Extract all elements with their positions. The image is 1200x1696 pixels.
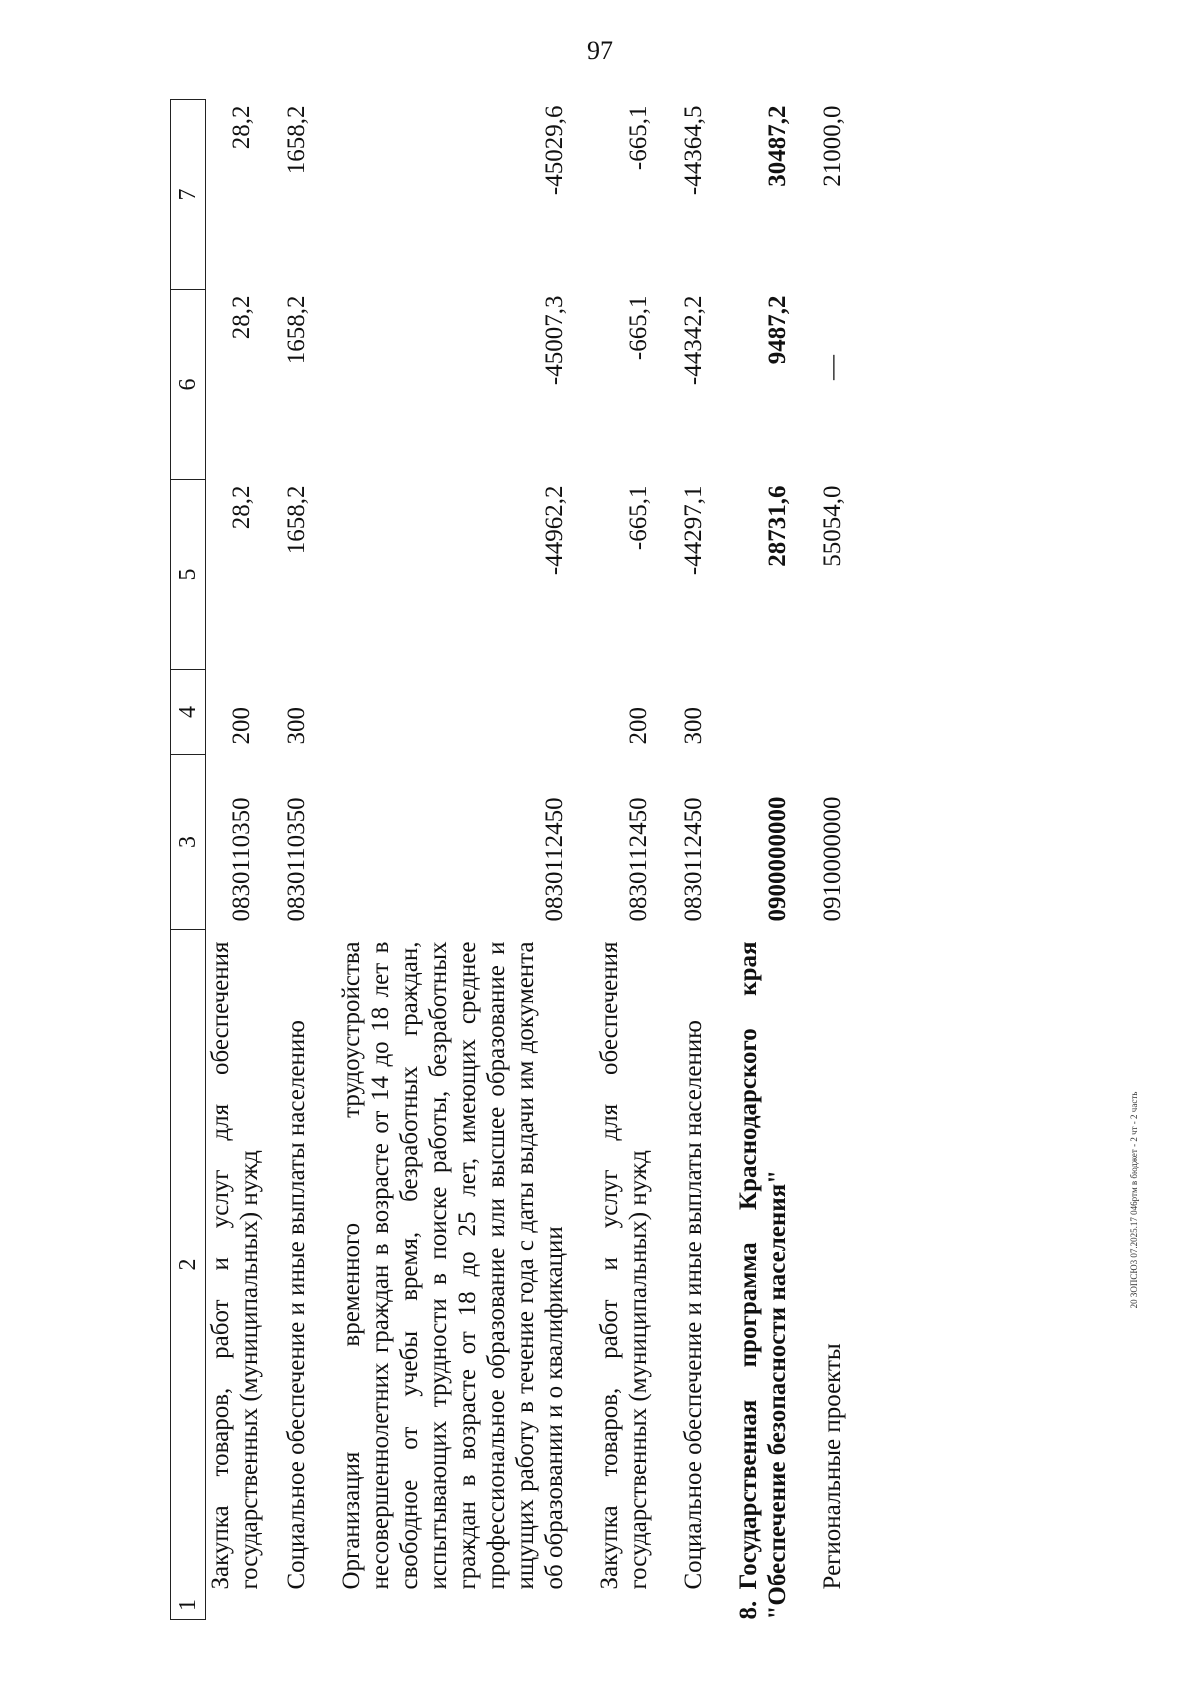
- header-col-6: 6: [171, 290, 206, 480]
- row-group: [818, 670, 873, 755]
- table-row: [818, 100, 873, 1620]
- header-row: [171, 100, 206, 1620]
- header-col-1-2: [171, 930, 206, 1620]
- rotated-table-container: [170, 100, 1040, 1620]
- row-name: [679, 930, 734, 1620]
- header-col-7: 7: [171, 100, 206, 290]
- header-col-5: 5: [171, 480, 206, 670]
- row-code: 0910000000: [819, 796, 846, 922]
- row-group: 300: [680, 707, 707, 745]
- row-name-text: Государственная программа Краснодарского края "Обеспечение безопасности населения": [735, 941, 791, 1620]
- row-value-6: —: [819, 355, 846, 380]
- row-name: [337, 930, 595, 1620]
- footer-text: 20 ЗОПСЮ3 07.2025.17 046ртм в бюджет - 2 чт - 2 часть: [1129, 1091, 1139, 1309]
- row-name: [818, 930, 873, 1620]
- row-code: 0830110350: [283, 797, 310, 922]
- row-name-text: Закупка товаров, работ и услуг для обеспечения государственных (муниципальных) нужд: [596, 941, 652, 1590]
- table-row: [282, 100, 337, 1620]
- table-row: [679, 100, 734, 1620]
- row-value-7: -665,1: [625, 105, 652, 171]
- row-name-text: Организация временного трудоустройства несовершеннолетних граждан в возрасте от 14 до 18 лет в свободное от учебы время, безработных граждан, испытывающих трудности в поиске работы, безработных граждан в возрасте от 18 до 25 лет, имеющих среднее профессиональное образование или высшее образование и ищущих работу в течение года с даты выдачи им документа об образовании и о квалификации: [338, 941, 568, 1590]
- row-code: 0830110350: [228, 797, 255, 922]
- row-group: [337, 670, 595, 755]
- row-code: 0900000000: [764, 796, 791, 922]
- row-name-text: Социальное обеспечение и иные выплаты населению: [680, 1020, 707, 1590]
- row-value-7: 21000,0: [819, 105, 846, 187]
- row-value-5: -44297,1: [680, 485, 707, 576]
- row-value-6: -45007,3: [541, 295, 568, 386]
- row-value-6: 9487,2: [764, 295, 791, 365]
- row-group: [734, 670, 818, 755]
- row-value-7: 28,2: [228, 105, 255, 150]
- row-value-6: -665,1: [625, 295, 652, 361]
- row-value-5: 55054,0: [819, 485, 846, 567]
- header-col-3: 3: [171, 755, 206, 930]
- row-name: [282, 930, 337, 1620]
- row-code: 0830112450: [680, 797, 707, 922]
- row-name-text: Региональные проекты: [819, 1343, 846, 1590]
- table-row: [337, 100, 595, 1620]
- row-value-7: -44364,5: [680, 105, 707, 196]
- row-value-7: -45029,6: [541, 105, 568, 196]
- row-group: 200: [228, 707, 255, 745]
- row-name: [206, 930, 283, 1620]
- row-value-5: -44962,2: [541, 485, 568, 576]
- row-group: 200: [625, 707, 652, 745]
- header-col-4: 4: [171, 670, 206, 755]
- row-value-5: 28,2: [228, 485, 255, 530]
- budget-table: [170, 99, 873, 1620]
- row-value-7: 1658,2: [283, 105, 310, 175]
- table-row: [595, 100, 679, 1620]
- table-row: [206, 100, 283, 1620]
- header-col-1: 1: [174, 1599, 201, 1611]
- row-group: 300: [283, 707, 310, 745]
- header-col-2: 2: [174, 1258, 201, 1271]
- row-name: [595, 930, 679, 1620]
- row-value-5: 28731,6: [764, 485, 791, 567]
- page-number: 97: [587, 36, 613, 65]
- row-value-6: -44342,2: [680, 295, 707, 386]
- row-value-5: -665,1: [625, 485, 652, 551]
- row-name-text: Социальное обеспечение и иные выплаты населению: [283, 1020, 310, 1590]
- row-value-7: 30487,2: [764, 105, 791, 187]
- row-value-5: 1658,2: [283, 485, 310, 555]
- row-value-6: 28,2: [228, 295, 255, 340]
- row-code: 0830112450: [625, 797, 652, 922]
- row-name-text: Закупка товаров, работ и услуг для обеспечения государственных (муниципальных) нужд: [207, 941, 263, 1590]
- row-number: 8.: [735, 1600, 762, 1620]
- row-value-6: 1658,2: [283, 295, 310, 365]
- table-row-program: [734, 100, 818, 1620]
- row-code: 0830112450: [541, 797, 568, 922]
- row-name: [734, 930, 818, 1620]
